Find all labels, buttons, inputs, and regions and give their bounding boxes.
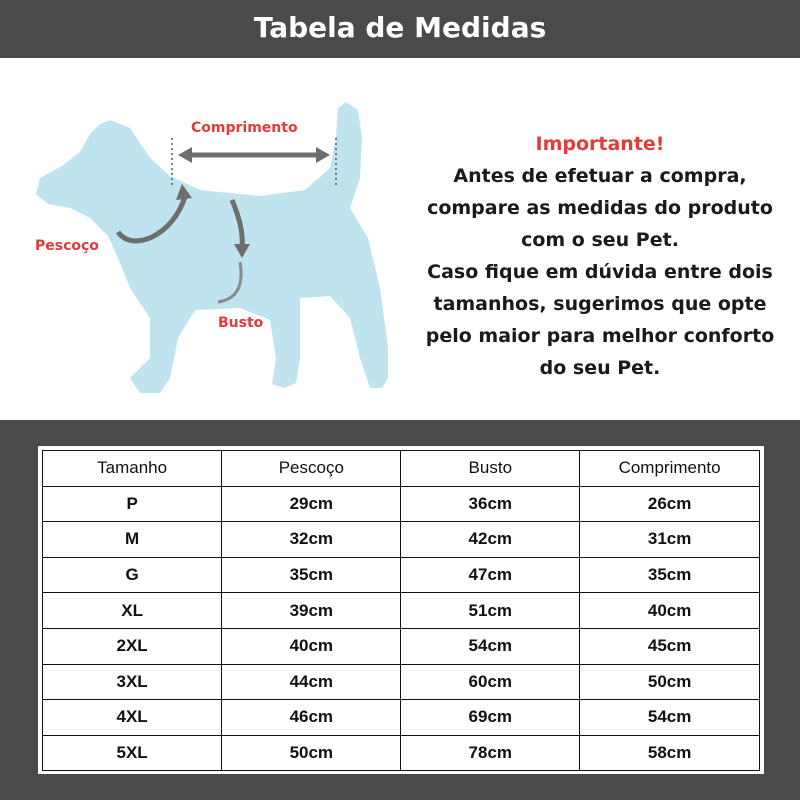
busto-cell: 78cm	[401, 735, 580, 771]
important-note	[412, 128, 788, 384]
comprimento-arrow-icon	[178, 147, 330, 163]
note-line: Antes de efetuar a compra,	[453, 165, 747, 187]
size-table	[42, 450, 760, 771]
pescoco-label: Pescoço	[35, 238, 99, 254]
comprimento-cell: 45cm	[580, 628, 760, 664]
header-tamanho: Tamanho	[43, 451, 222, 487]
note-line: tamanhos, sugerimos que opte	[433, 293, 767, 315]
note-line: com o seu Pet.	[521, 229, 679, 251]
size-table-panel	[0, 420, 800, 800]
busto-cell: 69cm	[401, 700, 580, 736]
busto-cell: 36cm	[401, 486, 580, 522]
size-cell: 2XL	[43, 628, 222, 664]
note-line: pelo maior para melhor conforto	[425, 325, 775, 347]
busto-cell: 60cm	[401, 664, 580, 700]
busto-cell: 47cm	[401, 557, 580, 593]
size-cell: M	[43, 522, 222, 558]
table-row	[43, 557, 760, 593]
size-cell: G	[43, 557, 222, 593]
comprimento-cell: 40cm	[580, 593, 760, 629]
table-row	[43, 735, 760, 771]
pescoco-cell: 50cm	[222, 735, 401, 771]
dog-illustration-panel	[0, 58, 800, 420]
pescoco-cell: 44cm	[222, 664, 401, 700]
header-busto: Busto	[401, 451, 580, 487]
table-row	[43, 593, 760, 629]
comprimento-cell: 26cm	[580, 486, 760, 522]
busto-cell: 54cm	[401, 628, 580, 664]
pescoco-cell: 39cm	[222, 593, 401, 629]
size-cell: XL	[43, 593, 222, 629]
table-row	[43, 486, 760, 522]
table-header-row	[43, 451, 760, 487]
pescoco-cell: 46cm	[222, 700, 401, 736]
important-heading: Importante!	[535, 133, 665, 155]
size-cell: P	[43, 486, 222, 522]
busto-cell: 51cm	[401, 593, 580, 629]
header-comprimento: Comprimento	[580, 451, 760, 487]
size-cell: 5XL	[43, 735, 222, 771]
note-line: do seu Pet.	[539, 357, 661, 379]
note-line: Caso fique em dúvida entre dois	[427, 261, 773, 283]
comprimento-cell: 54cm	[580, 700, 760, 736]
page-title: Tabela de Medidas	[0, 0, 800, 58]
pescoco-cell: 29cm	[222, 486, 401, 522]
size-cell: 4XL	[43, 700, 222, 736]
size-table-container	[38, 446, 764, 774]
note-line: compare as medidas do produto	[427, 197, 773, 219]
comprimento-cell: 50cm	[580, 664, 760, 700]
size-cell: 3XL	[43, 664, 222, 700]
table-row	[43, 664, 760, 700]
pescoco-cell: 35cm	[222, 557, 401, 593]
pescoco-cell: 32cm	[222, 522, 401, 558]
table-row	[43, 700, 760, 736]
comprimento-cell: 35cm	[580, 557, 760, 593]
table-row	[43, 628, 760, 664]
header-pescoco: Pescoço	[222, 451, 401, 487]
comprimento-cell: 31cm	[580, 522, 760, 558]
comprimento-cell: 58cm	[580, 735, 760, 771]
busto-label: Busto	[218, 315, 264, 331]
table-row	[43, 522, 760, 558]
pescoco-cell: 40cm	[222, 628, 401, 664]
busto-cell: 42cm	[401, 522, 580, 558]
comprimento-label: Comprimento	[191, 120, 298, 136]
